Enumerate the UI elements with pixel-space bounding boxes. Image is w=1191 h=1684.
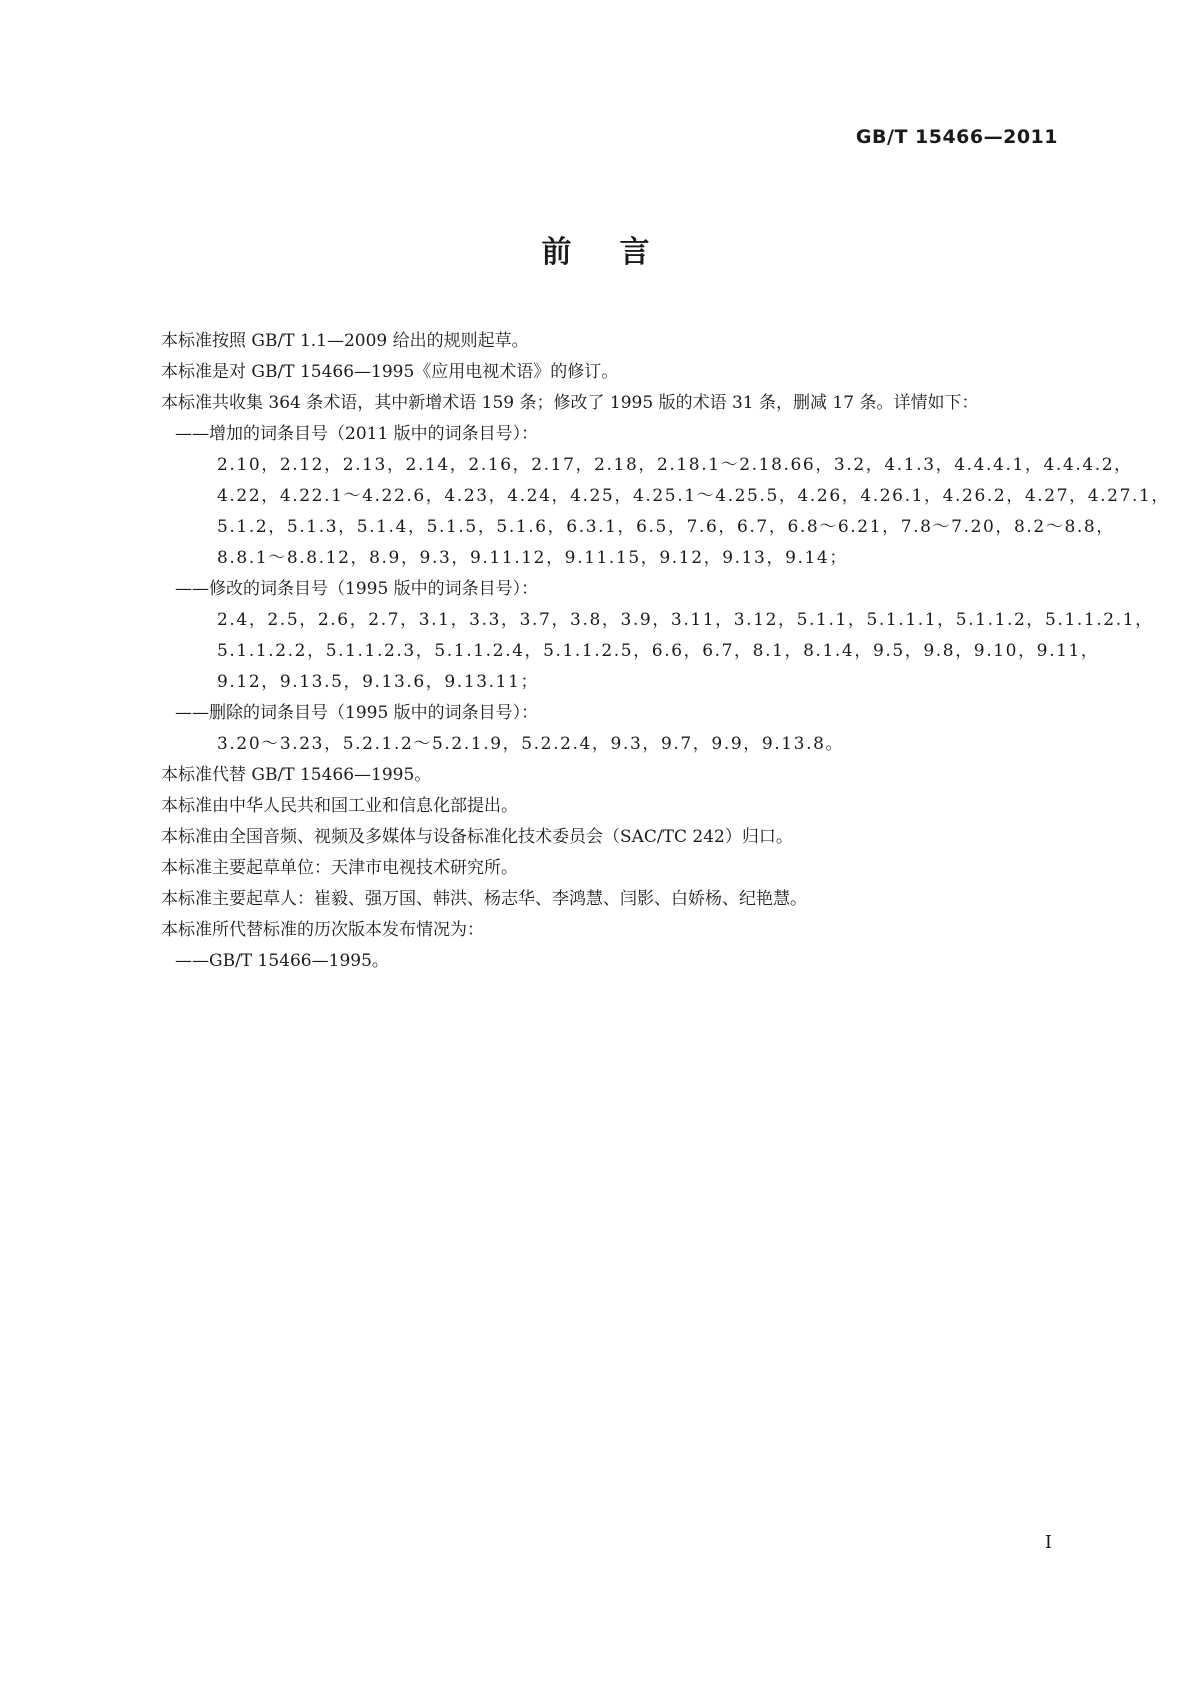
list-line: 4.22，4.22.1～4.22.6，4.23，4.24，4.25，4.25.1～4.25.5，4.26，4.26.1，4.26.2，4.27，4.27.1，	[217, 486, 1171, 506]
list-line: 3.20～3.23，5.2.1.2～5.2.1.9，5.2.2.4，9.3，9.7，9.9，9.13.8。	[217, 734, 845, 754]
modified-terms-list	[127, 605, 1154, 698]
paragraph-term-summary: 本标准共收集 364 条术语，其中新增术语 159 条；修改了 1995 版的术语 31 条，删减 17 条。详情如下：	[161, 393, 979, 413]
page-title: 前言	[541, 235, 698, 270]
paragraph-replaces: 本标准代替 GB/T 15466—1995。	[161, 765, 432, 785]
deleted-terms-heading: ——删除的词条目号（1995 版中的词条目号）：	[175, 703, 539, 723]
standard-code: GB/T 15466—2011	[855, 126, 1058, 148]
paragraph-drafting-rules: 本标准按照 GB/T 1.1—2009 给出的规则起草。	[161, 331, 529, 351]
deleted-terms-list	[127, 729, 1064, 760]
paragraph-proposer: 本标准由中华人民共和国工业和信息化部提出。	[161, 796, 518, 816]
paragraph-drafters: 本标准主要起草人：崔毅、强万国、韩洪、杨志华、李鸿慧、闫影、白娇杨、纪艳慧。	[161, 889, 807, 909]
added-terms-list	[127, 450, 1171, 574]
list-line: 5.1.2，5.1.3，5.1.4，5.1.5，5.1.6，6.3.1，6.5，7.6，6.7，6.8～6.21，7.8～7.20，8.2～8.8，	[217, 517, 1115, 537]
modified-terms-heading: ——修改的词条目号（1995 版中的词条目号）：	[175, 579, 539, 599]
paragraph-drafting-unit: 本标准主要起草单位：天津市电视技术研究所。	[161, 858, 518, 878]
page-number: I	[1044, 1532, 1052, 1553]
list-line: 2.4，2.5，2.6，2.7，3.1，3.3，3.7，3.8，3.9，3.11，3.12，5.1.1，5.1.1.1，5.1.1.2，5.1.1.2.1，	[217, 610, 1154, 630]
paragraph-revision: 本标准是对 GB/T 15466—1995《应用电视术语》的修订。	[161, 362, 619, 382]
list-line: 9.12，9.13.5，9.13.6，9.13.11；	[217, 672, 540, 692]
history-item: ——GB/T 15466—1995。	[175, 951, 389, 971]
list-line: 5.1.1.2.2，5.1.1.2.3，5.1.1.2.4，5.1.1.2.5，6.6，6.7，8.1，8.1.4，9.5，9.8，9.10，9.11，	[217, 641, 1100, 661]
document-body	[127, 326, 1171, 977]
added-terms-heading: ——增加的词条目号（2011 版中的词条目号）：	[175, 424, 539, 444]
paragraph-history: 本标准所代替标准的历次版本发布情况为：	[161, 920, 484, 940]
paragraph-committee: 本标准由全国音频、视频及多媒体与设备标准化技术委员会（SAC/TC 242）归口。	[161, 827, 793, 847]
list-line: 8.8.1～8.8.12，8.9，9.3，9.11.12，9.11.15，9.12，9.13，9.14；	[217, 548, 848, 568]
list-line: 2.10，2.12，2.13，2.14，2.16，2.17，2.18，2.18.1～2.18.66，3.2，4.1.3，4.4.4.1，4.4.4.2，	[217, 455, 1133, 475]
